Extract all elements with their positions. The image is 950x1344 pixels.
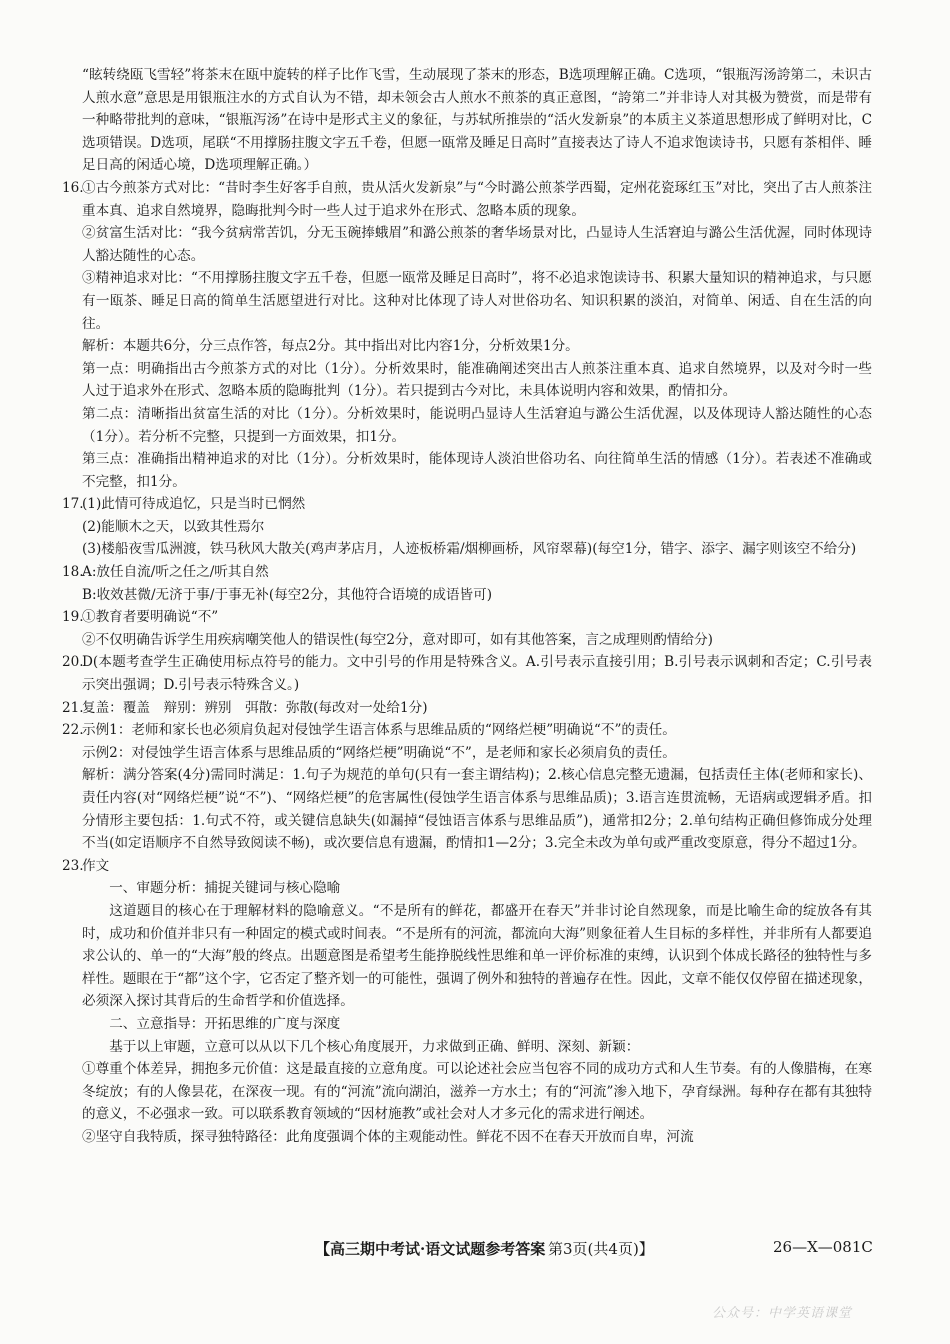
essay-title: 作文 <box>82 857 110 874</box>
q15-analysis-text: “眩转绕瓯飞雪轻”将茶末在瓯中旋转的样子比作飞雪，生动展现了茶末的形态，B选项理解正确。C选项，“银瓶泻汤誇第二，未识古人煎水意”意思是用银瓶注水的方式自认为不错，却未领会古人煎水不煎茶的真正意图，“誇第二”并非诗人对其极为赞赏，而是带有一种略带批判的意味，“银瓶泻汤”在诗中是形式主义的象征，与苏轼所推崇的“活火发新泉”的本质主义茶道思想形成了鲜明对比，C选项错误。D选项，尾联“不用撑肠拄腹文字五千卷，但愿一瓯常及睡足日高时”直接表达了诗人不追求饱读诗书，只愿有茶相伴、睡足日高的闲适心境，D选项理解正确。） <box>82 67 872 174</box>
section-heading: 一、审题分析：捕捉关键词与核心隐喻 <box>109 880 341 897</box>
question-20 <box>62 651 872 696</box>
answer-line: A:放任自流/听之任之/听其自然 <box>82 564 269 581</box>
answer-line: D(本题考查学生正确使用标点符号的能力。文中引号的作用是特殊含义。A.引号表示直接引用；B.引号表示讽刺和否定；C.引号表示突出强调；D.引号表示特殊含义。) <box>82 654 872 694</box>
answer-point: ③精神追求对比：“不用撑肠拄腹文字五千卷，但愿一瓯常及睡足日高时”，将不必追求饱读诗书、积累大量知识的精神追求，与只愿有一瓯茶、睡足日高的简单生活愿望进行对比。这种对比体现了诗人对世俗功名、知识积累的淡泊，对简单、闲适、自在生活的向往。 <box>82 270 872 332</box>
question-number: 21. <box>62 699 84 716</box>
answer-line: ①教育者要明确说“不” <box>82 609 219 626</box>
question-number: 19. <box>62 609 84 626</box>
question-number: 17. <box>62 496 84 513</box>
scoring-analysis: 第一点：明确指出古今煎茶方式的对比（1分）。分析效果时，能准确阐述突出古人煎茶注重本真、追求自然境界，以及对今时一些人过于追求外在形式、忽略本质的隐晦批判（1分）。若只提到古今对比，未具体说明内容和效果，酌情扣分。 <box>82 360 872 400</box>
answer-page <box>62 64 872 1149</box>
question-22 <box>62 719 872 855</box>
essay-guidance: 这道题目的核心在于理解材料的隐喻意义。“不是所有的鲜花，都盛开在春天”并非讨论自然现象，而是比喻生命的绽放各有其时，成功和价值并非只有一种固定的模式或时间表。“不是所有的河流，都流向大海”则象征着人生目标的多样性，并非所有人都要追求公认的、单一的“大海”般的终点。出题意图是希望考生能挣脱线性思维和单一评价标准的束缚，认识到个体成长路径的独特性与多样性。题眼在于“都”这个字，它否定了整齐划一的可能性，强调了例外和独特的普遍存在性。因此，文章不能仅仅停留在描述现象，必须深入探讨其背后的生命哲学和价值选择。 <box>82 902 872 1010</box>
scoring-analysis: 解析：本题共6分，分三点作答，每点2分。其中指出对比内容1分，分析效果1分。 <box>82 338 579 355</box>
question-number: 18. <box>62 564 84 581</box>
answer-point: ②贫富生活对比：“我今贫病常苦饥，分无玉碗捧蛾眉”和潞公煎茶的奢华场景对比，凸显诗人生活窘迫与潞公生活优渥，同时体现诗人豁达随性的心态。 <box>82 225 872 264</box>
question-number: 23. <box>62 857 84 874</box>
question-18 <box>62 561 872 606</box>
answer-line: ②不仅明确告诉学生用疾病嘲笑他人的错误性(每空2分，意对即可，如有其他答案，言之成理则酌情给分) <box>82 631 713 648</box>
question-16 <box>62 177 872 493</box>
question-number: 16. <box>62 179 84 196</box>
question-number: 22. <box>62 722 84 739</box>
question-23 <box>62 855 872 1149</box>
scoring-analysis: 第三点：准确指出精神追求的对比（1分）。分析效果时，能体现诗人淡泊世俗功名、向往简单生活的情感（1分）。若表述不准确或不完整，扣1分。 <box>82 451 872 490</box>
answer-line: (1)此情可待成追忆，只是当时已惘然 <box>82 496 306 513</box>
example-answer: 示例1：老师和家长也必须肩负起对侵蚀学生语言体系与思维品质的“网络烂梗”明确说“不”的责任。 <box>82 722 676 739</box>
question-21 <box>62 697 872 720</box>
answer-point: ①古今煎茶方式对比：“昔时李生好客手自煎，贵从活火发新泉”与“今时潞公煎茶学西蜀，定州花瓷琢红玉”对比，突出了古人煎茶注重本真、追求自然境界，隐晦批判今时一些人过于追求外在形式、忽略本质的现象。 <box>82 179 872 219</box>
answer-line: (3)楼船夜雪瓜洲渡，铁马秋风大散关(鸡声茅店月，人迹板桥霜/烟柳画桥，风帘翠幕)(每空1分，错字、添字、漏字则该空不给分) <box>82 541 857 558</box>
answer-line: 复盖：覆盖 辩别：辨别 弭散：弥散(每改对一处给1分) <box>82 699 428 716</box>
footer-title: 【高三期中考试·语文试题参考答案 <box>315 1240 546 1258</box>
q15-continuation <box>82 64 872 177</box>
question-number: 20. <box>62 654 84 671</box>
question-19 <box>62 606 872 651</box>
essay-guidance: 基于以上审题，立意可以从以下几个核心角度展开，力求做到正确、鲜明、深刻、新颖： <box>109 1038 640 1055</box>
footer-code: 26—X—081C <box>773 1238 873 1256</box>
footer-page-number: 第3页(共4页)】 <box>548 1240 654 1258</box>
watermark: 公众号：中学英语课堂 <box>712 1306 853 1321</box>
essay-guidance: ②坚守自我特质，探寻独特路径：此角度强调个体的主观能动性。鲜花不因不在春天开放而自卑，河流 <box>82 1128 694 1145</box>
scoring-analysis: 第二点：清晰指出贫富生活的对比（1分）。分析效果时，能说明凸显诗人生活窘迫与潞公生活优渥，以及体现诗人豁达随性的心态（1分）。若分析不完整，只提到一方面效果，扣1分。 <box>82 405 872 445</box>
scoring-analysis: 解析：满分答案(4分)需同时满足：1.句子为规范的单句(只有一套主谓结构)；2.核心信息完整无遗漏，包括责任主体(老师和家长)、责任内容(对“网络烂梗”说“不”)、“网络烂梗”的危害属性(侵蚀学生语言体系与思维品质)；3.语言连贯流畅，无语病或逻辑矛盾。扣分情形主要包括：1.句式不符，或关键信息缺失(如漏掉“侵蚀语言体系与思维品质”)，通常扣2分；2.单句结构正确但修饰成分处理不当(如定语顺序不自然导致阅读不畅)，或次要信息有遗漏，酌情扣1—2分；3.完全未改为单句或严重改变原意，得分不超过1分。 <box>82 767 872 852</box>
question-17 <box>62 493 872 561</box>
answer-line: B:收效甚微/无济于事/于事无补(每空2分，其他符合语境的成语皆可) <box>82 586 493 603</box>
example-answer: 示例2：对侵蚀学生语言体系与思维品质的“网络烂梗”明确说“不”，是老师和家长必须肩负的责任。 <box>82 744 676 761</box>
essay-guidance: ①尊重个体差异，拥抱多元价值：这是最直接的立意角度。可以论述社会应当包容不同的成功方式和人生节奏。有的人像腊梅，在寒冬绽放；有的人像昙花，在深夜一现。有的“河流”流向湖泊，滋养一方水土；有的“河流”渗入地下，孕育绿洲。每种存在都有其独特的意义，不必强求一致。可以联系教育领域的“因材施教”或社会对人才多元化的需求进行阐述。 <box>82 1061 872 1123</box>
answer-line: (2)能顺木之天，以致其性焉尔 <box>82 518 265 535</box>
section-heading: 二、立意指导：开拓思维的广度与深度 <box>109 1015 341 1032</box>
